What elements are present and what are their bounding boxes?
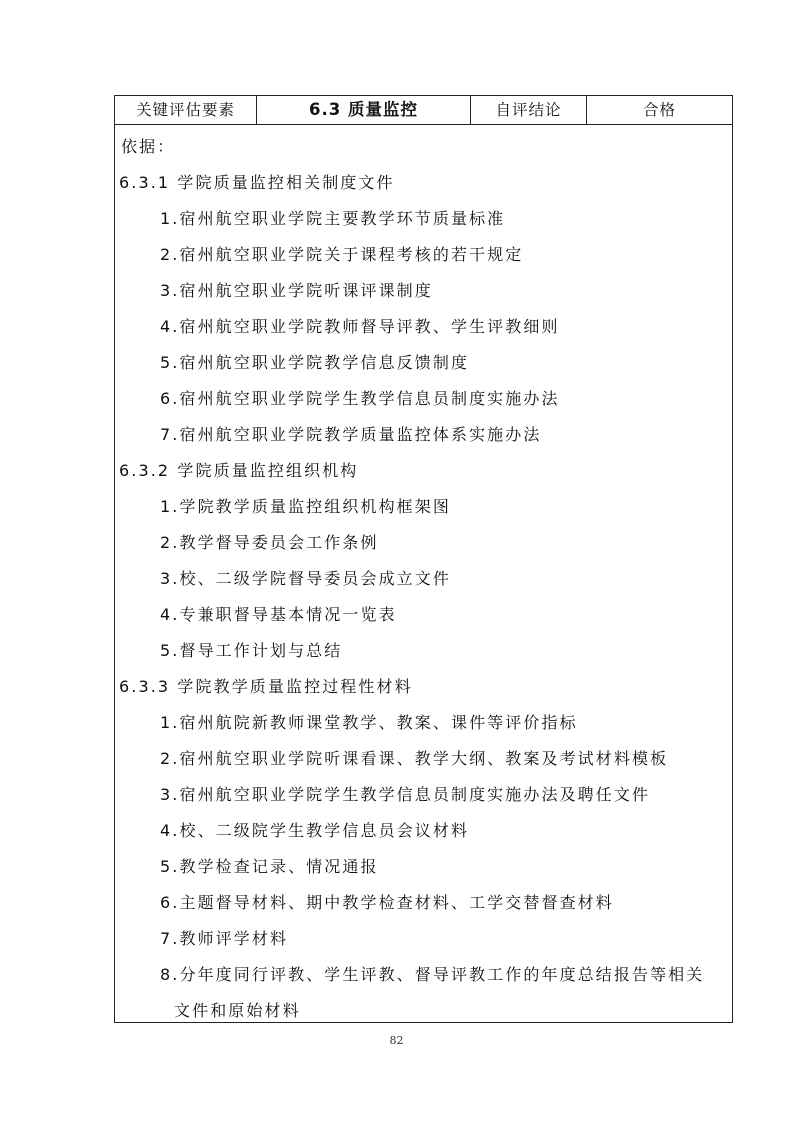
list-item: 5.督导工作计划与总结 bbox=[160, 641, 343, 660]
list-item: 1.学院教学质量监控组织机构框架图 bbox=[160, 497, 451, 516]
section-heading-6-3-3: 6.3.3 学院教学质量监控过程性材料 bbox=[119, 677, 413, 696]
section-heading-6-3-1: 6.3.1 学院质量监控相关制度文件 bbox=[119, 173, 395, 192]
list-item: 7.教师评学材料 bbox=[160, 929, 289, 948]
list-item: 3.校、二级学院督导委员会成立文件 bbox=[160, 569, 451, 588]
basis-label: 依据： bbox=[121, 137, 176, 156]
key-element-label: 关键评估要素 bbox=[115, 96, 257, 124]
table-header-row bbox=[115, 96, 732, 125]
list-item: 1.宿州航空职业学院主要教学环节质量标准 bbox=[160, 209, 506, 228]
self-eval-label: 自评结论 bbox=[471, 96, 587, 124]
evaluation-table bbox=[114, 95, 733, 1023]
list-item: 3.宿州航空职业学院听课评课制度 bbox=[160, 281, 433, 300]
list-item: 3.宿州航空职业学院学生教学信息员制度实施办法及聘任文件 bbox=[160, 785, 651, 804]
list-item: 4.宿州航空职业学院教师督导评教、学生评教细则 bbox=[160, 317, 560, 336]
list-item: 4.专兼职督导基本情况一览表 bbox=[160, 605, 397, 624]
list-item: 2.教学督导委员会工作条例 bbox=[160, 533, 379, 552]
list-item: 8.分年度同行评教、学生评教、督导评教工作的年度总结报告等相关 bbox=[160, 965, 705, 984]
list-item: 2.宿州航空职业学院关于课程考核的若干规定 bbox=[160, 245, 524, 264]
list-item: 4.校、二级院学生教学信息员会议材料 bbox=[160, 821, 470, 840]
list-item: 5.教学检查记录、情况通报 bbox=[160, 857, 379, 876]
section-title: 6.3 质量监控 bbox=[257, 96, 471, 124]
list-item: 6.宿州航空职业学院学生教学信息员制度实施办法 bbox=[160, 389, 560, 408]
list-item: 1.宿州航院新教师课堂教学、教案、课件等评价指标 bbox=[160, 713, 578, 732]
self-eval-result: 合格 bbox=[642, 101, 676, 119]
list-item: 2.宿州航空职业学院听课看课、教学大纲、教案及考试材料模板 bbox=[160, 749, 669, 768]
list-item: 7.宿州航空职业学院教学质量监控体系实施办法 bbox=[160, 425, 542, 444]
list-item: 5.宿州航空职业学院教学信息反馈制度 bbox=[160, 353, 470, 372]
list-item: 6.主题督导材料、期中教学检查材料、工学交替督查材料 bbox=[160, 893, 614, 912]
page-number: 82 bbox=[389, 1034, 404, 1047]
section-heading-6-3-2: 6.3.2 学院质量监控组织机构 bbox=[119, 461, 359, 480]
list-item-continuation: 文件和原始材料 bbox=[174, 1001, 301, 1020]
